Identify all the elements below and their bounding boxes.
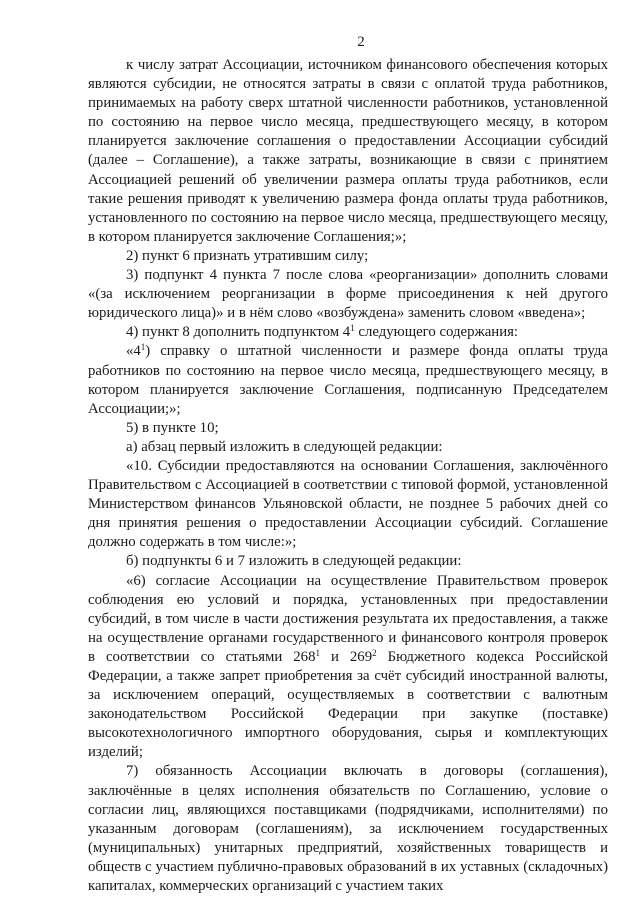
paragraph-item-4: 4) пункт 8 дополнить подпунктом $4^1$ следующего содержания: <box>126 323 519 341</box>
superscript: 2 <box>372 647 377 658</box>
paragraph-costs-exclusion: к числу затрат Ассоциации, источником финансового обеспечения которых являются субсидии, не относятся затраты в связи с оплатой труда работников, принимаемых на работу сверх штатной численности работников, установленной по состоянию на первое число месяца, предшествующего месяцу, в котором планируется заключение соглашения о предоставлении Ассоциации субсидий (далее – Соглашение), а также затраты, возникающие в связи с принятием Ассоциацией решений об увеличении размера оплаты труда работников, если такие решения приводят к увеличению размера фонда оплаты труда работников, установленного по состоянию на первое число месяца, предшествующего месяцу, в котором планируется заключение Соглашения;»; <box>88 57 608 245</box>
page-number: 2 <box>357 34 365 50</box>
superscript: 1 <box>315 647 320 658</box>
paragraph-subitem-6: «6) согласие Ассоциации на осуществление Правительством проверок соблюдения ею условий и порядка, установленных при предоставлении субсидий, в том числе в части достижения результата их предоставления, а также на осуществление органами государственного и финансового контроля проверок в соответствии со статьями $268^1$ и $269^2$ Бюджетного кодекса Российской Федерации, а также запрет приобретения за счёт субсидий иностранной валюты, за исключением операций, осуществляемых в соответствии с валютным законодательством Российской Федерации при закупке (поставке) высокотехнологичного импортного оборудования, сырья и комплектующих изделий; <box>88 572 608 761</box>
superscript: 1 <box>140 342 146 353</box>
document-body <box>88 56 608 896</box>
paragraph-subitem-4-1: «$4^1$) справку о штатной численности и размере фонда оплаты труда работников по состоянию на первое число месяца, предшествующего месяцу, в котором планируется заключение Соглашения, подписанную Председателем Ассоциации;»; <box>88 342 608 417</box>
paragraph-item-5b: б) подпункты 6 и 7 изложить в следующей редакции: <box>126 553 462 570</box>
superscript: 1 <box>350 323 355 334</box>
paragraph-item-2: 2) пункт 6 признать утратившим силу; <box>126 247 369 264</box>
paragraph-subitem-7: 7) обязанность Ассоциации включать в договоры (соглашения), заключённые в целях исполнения обязательств по Соглашению, условие о согласии лиц, являющихся поставщиками (подрядчиками, исполнителями) по указанным договорам (соглашениям), за исключением государственных (муниципальных) унитарных предприятий, хозяйственных товариществ и обществ с участием публично-правовых образований в их уставных (складочных) капиталах, коммерческих организаций с участием таких <box>88 763 608 895</box>
paragraph-item-3: 3) подпункт 4 пункта 7 после слова «реорганизации» дополнить словами «(за исключением реорганизации в форме присоединения к ней другого юридического лица)» и в нём слово «возбуждена» заменить словом «введена»; <box>88 267 608 322</box>
paragraph-item-5: 5) в пункте 10; <box>126 419 219 436</box>
paragraph-item-10-text: «10. Субсидии предоставляются на основании Соглашения, заключённого Правительством с Ассоциацией в соответствии с типовой формой, установленной Министерством финансов Ульяновской области, не позднее 5 рабочих дней со дня принятия решения о предоставлении Ассоциации субсидий. Соглашение должно содержать в том числе:»; <box>88 457 608 551</box>
paragraph-item-5a: а) абзац первый изложить в следующей редакции: <box>126 438 443 455</box>
